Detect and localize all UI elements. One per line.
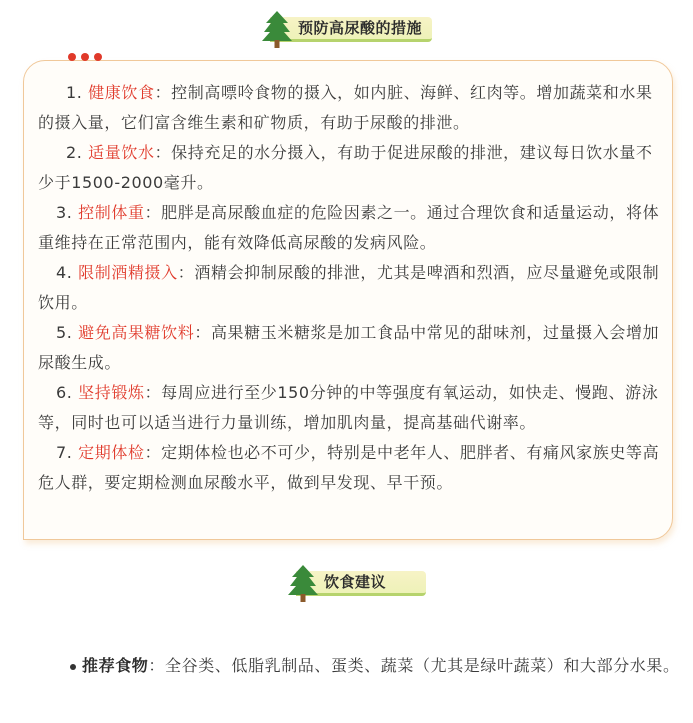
list-item: 2. 适量饮水：保持充足的水分摄入，有助于促进尿酸的排泄，建议每日饮水量不少于1500-2000毫升。 [38, 143, 653, 192]
item-keyword: 控制体重 [78, 203, 145, 222]
section-title-diet [288, 564, 426, 602]
item-keyword: 定期体检 [78, 443, 145, 462]
recommendation-item [68, 650, 683, 682]
list-item: 1. 健康饮食：控制高嘌呤食物的摄入，如内脏、海鲜、红肉等。增加蔬菜和水果的摄入量，它们富含维生素和矿物质，有助于尿酸的排泄。 [38, 83, 653, 132]
list-item: 6. 坚持锻炼：每周应进行至少150分钟的中等强度有氧运动，如快走、慢跑、游泳等，同时也可以适当进行力量训练，增加肌肉量，提高基础代谢率。 [38, 383, 659, 432]
three-dots-icon [68, 53, 102, 61]
item-keyword: 坚持锻炼 [78, 383, 145, 402]
section-title-label: 预防高尿酸的措施 [270, 17, 432, 42]
list-item: 7. 定期体检：定期体检也必不可少，特别是中老年人、肥胖者、有痛风家族史等高危人群，要定期检测血尿酸水平，做到早发现、早干预。 [38, 443, 660, 492]
tree-icon [288, 564, 318, 602]
prevention-list [38, 78, 660, 498]
section-title-label: 饮食建议 [296, 571, 426, 596]
list-item: 3. 控制体重：肥胖是高尿酸血症的危险因素之一。通过合理饮食和适量运动，将体重维持在正常范围内，能有效降低高尿酸的发病风险。 [38, 203, 660, 252]
list-item: 5. 避免高果糖饮料：高果糖玉米糖浆是加工食品中常见的甜味剂，过量摄入会增加尿酸生成。 [38, 323, 660, 372]
section-title-prevention [262, 10, 432, 48]
item-keyword: 健康饮食 [88, 83, 155, 102]
item-keyword: 避免高果糖饮料 [78, 323, 195, 342]
item-keyword: 适量饮水 [88, 143, 155, 162]
item-keyword: 限制酒精摄入 [78, 263, 178, 282]
recommendation-text: ：全谷类、低脂乳制品、蛋类、蔬菜（尤其是绿叶蔬菜）和大部分水果。 [148, 656, 680, 675]
bullet-icon [70, 664, 76, 670]
list-item: 4. 限制酒精摄入：酒精会抑制尿酸的排泄，尤其是啤酒和烈酒，应尽量避免或限制饮用。 [38, 263, 660, 312]
tree-icon [262, 10, 292, 48]
recommendation-label: 推荐食物 [82, 656, 149, 675]
